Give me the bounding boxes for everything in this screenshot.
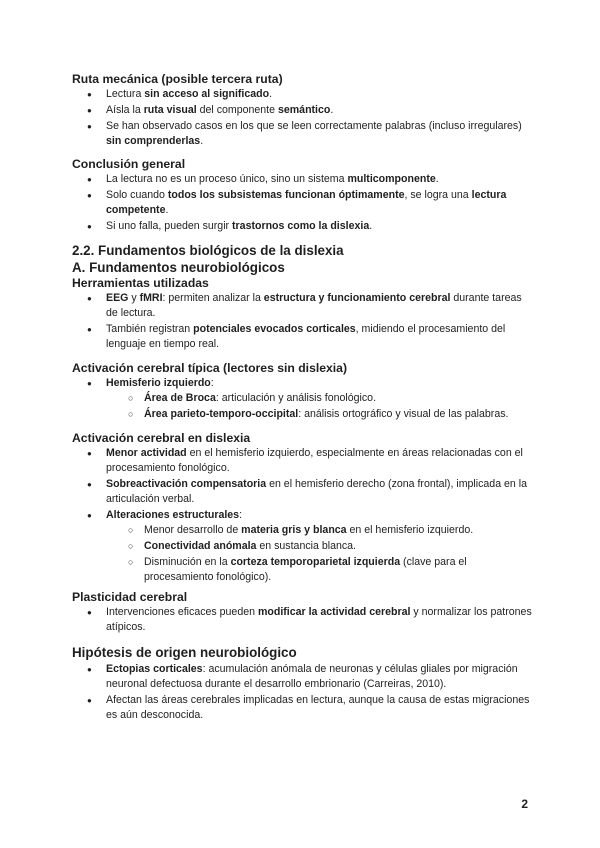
- list-item: ● Si uno falla, pueden surgir trastornos como la dislexia.: [72, 219, 532, 234]
- list-hipotesis: [72, 662, 532, 724]
- list-activacion-dislexia: [72, 446, 532, 586]
- list-item: ● Solo cuando todos los subsistemas funcionan óptimamente, se logra una lectura competente.: [72, 188, 532, 218]
- sublist: [106, 391, 532, 422]
- heading-herramientas: Herramientas utilizadas: [72, 276, 209, 290]
- heading-activacion-tipica: Activación cerebral típica (lectores sin dislexia): [72, 361, 348, 375]
- sublist: [106, 523, 532, 585]
- heading-activacion-dislexia: Activación cerebral en dislexia: [72, 431, 251, 445]
- sublist-item: ○ Área parieto-temporo-occipital: análisis ortográfico y visual de las palabras.: [72, 407, 532, 422]
- list-item: ● Ectopias corticales: acumulación anómala de neuronas y células gliales por migración neuronal defectuosa durante el desarrollo embrionario (Carreiras, 2010).: [72, 662, 532, 692]
- sublist-item: ○ Menor desarrollo de materia gris y blanca en el hemisferio izquierdo.: [72, 523, 532, 538]
- heading-plasticidad: Plasticidad cerebral: [72, 590, 188, 604]
- heading-hipotesis: Hipótesis de origen neurobiológico: [72, 645, 297, 660]
- list-item: ● Lectura sin acceso al significado.: [72, 87, 532, 102]
- list-item: ● Menor actividad en el hemisferio izquierdo, especialmente en áreas relacionadas con el procesamiento fonológico.: [72, 446, 532, 476]
- list-item: ● Alteraciones estructurales: ○ Menor desarrollo de materia gris y blanca en el hemisferio izquierdo. ○ Conectividad anómala en sustancia blanca. ○ Disminución en la corteza temporoparietal izquierda (clave para el procesamiento fonológico).: [72, 508, 532, 585]
- list-conclusion: [72, 172, 532, 235]
- list-plasticidad: [72, 605, 532, 636]
- list-item: ● Se han observado casos en los que se leen correctamente palabras (incluso irregulares) sin comprenderlas.: [72, 119, 532, 149]
- sublist-item: ○ Conectividad anómala en sustancia blanca.: [72, 539, 532, 554]
- sublist-item: ○ Disminución en la corteza temporoparietal izquierda (clave para el procesamiento fonológico).: [72, 555, 532, 585]
- heading-ruta-mecanica: Ruta mecánica (posible tercera ruta): [72, 72, 283, 86]
- heading-conclusion-general: Conclusión general: [72, 157, 186, 171]
- list-item: ● También registran potenciales evocados corticales, midiendo el procesamiento del lenguaje en tiempo real.: [72, 322, 532, 352]
- sublist-item: ○ Área de Broca: articulación y análisis fonológico.: [72, 391, 532, 406]
- list-item: ● Afectan las áreas cerebrales implicadas en lectura, aunque la causa de estas migraciones es aún desconocida.: [72, 693, 532, 723]
- list-activacion-tipica: [72, 376, 532, 423]
- list-item: ● EEG y fMRI: permiten analizar la estructura y funcionamiento cerebral durante tareas de lectura.: [72, 291, 532, 321]
- list-item: ● Intervenciones eficaces pueden modificar la actividad cerebral y normalizar los patrones atípicos.: [72, 605, 532, 635]
- list-item: ● La lectura no es un proceso único, sino un sistema multicomponente.: [72, 172, 532, 187]
- page-number: 2: [521, 797, 528, 811]
- list-item: ● Sobreactivación compensatoria en el hemisferio derecho (zona frontal), implicada en la articulación verbal.: [72, 477, 532, 507]
- list-herramientas: [72, 291, 532, 353]
- heading-fundamentos-biologicos: 2.2. Fundamentos biológicos de la dislexia: [72, 243, 344, 258]
- list-ruta-mecanica: [72, 87, 532, 150]
- list-item: ● Aísla la ruta visual del componente semántico.: [72, 103, 532, 118]
- heading-fundamentos-neurobiologicos: A. Fundamentos neurobiológicos: [72, 260, 285, 275]
- list-item: ● Hemisferio izquierdo: ○ Área de Broca: articulación y análisis fonológico. ○ Área parieto-temporo-occipital: análisis ortográfico y visual de las palabras.: [72, 376, 532, 422]
